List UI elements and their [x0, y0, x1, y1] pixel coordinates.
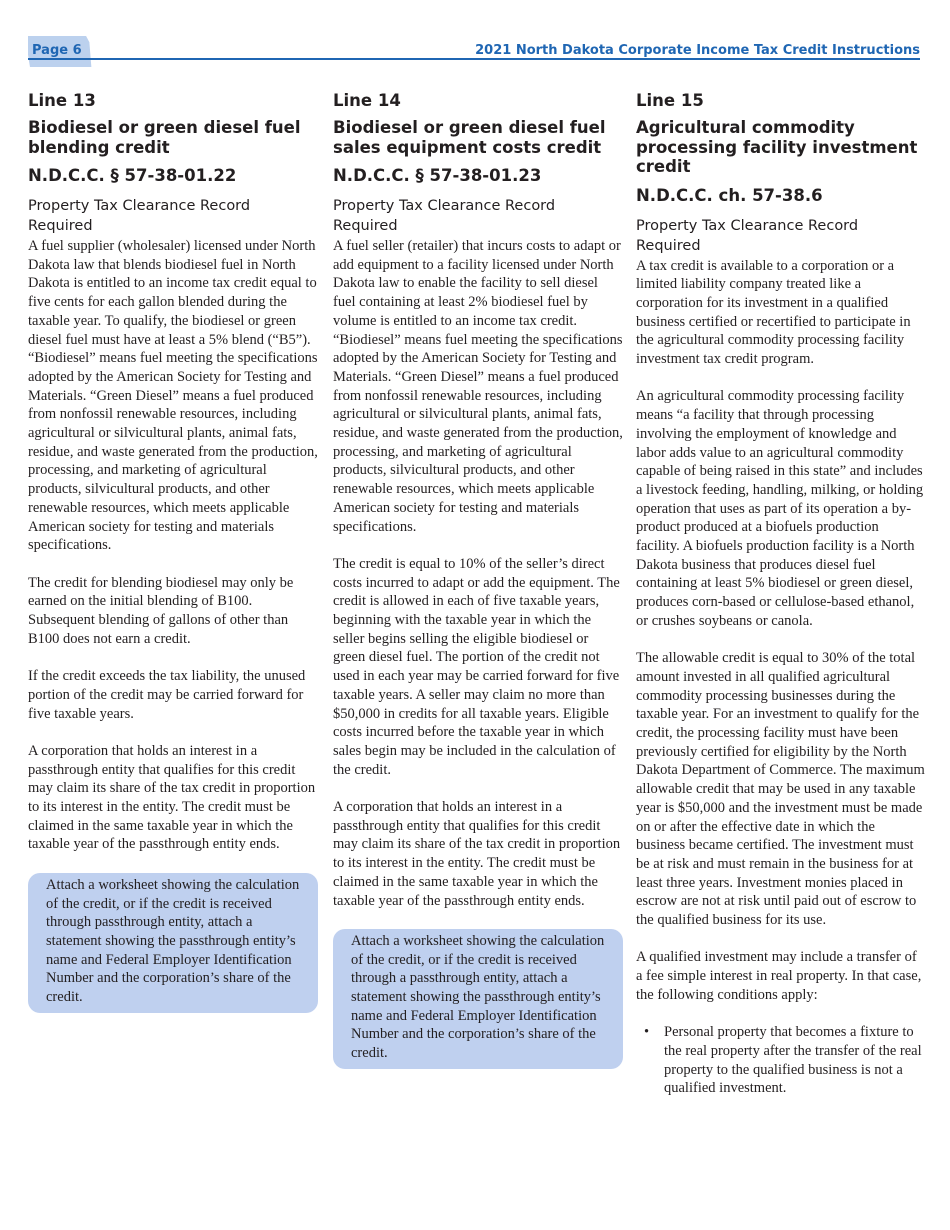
page-header — [28, 36, 920, 66]
requirement-note: Property Tax Clearance Record Required — [28, 198, 251, 234]
paragraph: A qualified investment may include a transfer of a fee simple interest in real property. In that case, the following conditions apply: — [636, 949, 922, 1003]
bullet-list — [636, 1023, 926, 1098]
requirement-note: Property Tax Clearance Record Required — [636, 217, 859, 254]
credit-title: Biodiesel or green diesel fuel sales equipment costs credit — [333, 118, 606, 157]
bullet-dot-icon: • — [644, 1024, 650, 1041]
paragraph: A tax credit is available to a corporation or a limited liability company treated like a corporation for its investment in a qualified business certified or recertified to participate in the agricultural commodity processing facility investment tax credit program. — [636, 257, 911, 368]
document-title: 2021 North Dakota Corporate Income Tax Credit Instructions — [475, 43, 920, 58]
paragraph: The credit is equal to 10% of the seller’s direct costs incurred to adapt or add the equipment. The credit is allowed in each of five taxable years, beginning with the taxable year in which the seller begins selling the eligible biodiesel or green diesel fuel. The portion of the credit not used in each year may be carried forward for five taxable years. A seller may claim no more than $50,000 in credits for all taxable years. Eligible costs incurred before the taxable year in which sales begin may be included in the calculation of the credit. — [333, 555, 620, 778]
bullet-text: Personal property that becomes a fixture to the real property after the transfer of the real property to the qualified business is not a qualified investment. — [664, 1024, 922, 1097]
credit-title: Agricultural commodity processing facility investment credit — [636, 118, 918, 176]
paragraph: The allowable credit is equal to 30% of the total amount invested in all qualified agricultural commodity processing businesses during the taxable year. For an investment to qualify for the credit, the processing facility must have been previously certified for eligibility by the North Dakota Department of Commerce. The maximum allowable credit that may be used in any taxable year is $50,000 and the investment must be made on or after the effective date in which the business became certified. The investment must be at risk and must remain in the business for at least three years. Investment monies placed in escrow are not at risk until paid out of escrow to the qualified business for its use. — [636, 650, 925, 929]
statute-reference: N.D.C.C. § 57-38-01.22 — [28, 166, 237, 185]
header-rule — [28, 58, 920, 60]
bullet-item — [636, 1023, 926, 1098]
page-number: Page 6 — [32, 43, 82, 58]
paragraph: The credit for blending biodiesel may only be earned on the initial blending of B100. Subsequent blending of gallons of other than B100 does not earn a credit. — [28, 574, 294, 647]
attachment-note: Attach a worksheet showing the calculation of the credit, or if the credit is received through passthrough entity, attach a statement showing the passthrough entity’s name and Federal Employer Identification Number and the corporation’s share of the credit. — [28, 873, 318, 1013]
column-line-15 — [636, 88, 926, 1098]
statute-reference: N.D.C.C. ch. 57-38.6 — [636, 185, 823, 205]
paragraph: A corporation that holds an interest in a passthrough entity that qualifies for this credit may claim its share of the tax credit in proportion to its interest in the entity. The credit must be claimed in the same taxable year in which the taxable year of the passthrough entity ends. — [28, 742, 316, 853]
paragraph: A corporation that holds an interest in a passthrough entity that qualifies for this credit may claim its share of the tax credit in proportion to its interest in the entity. The credit must be claimed in the same taxable year in which the taxable year of the passthrough entity ends. — [333, 799, 621, 909]
paragraph: A fuel supplier (wholesaler) licensed under North Dakota law that blends biodiesel fuel in North Dakota is entitled to an income tax credit equal to five cents for each gallon blended during the taxable year. To qualify, the biodiesel or green diesel fuel must have at least a 5% blend (“B5”). “Biodiesel” means fuel meeting the specifications adopted by the American Society for Testing and Materials. “Green Diesel” means a fuel produced from nonfossil renewable resources, including agricultural or silvicultural plants, animal fats, residue, and waste generated from the production, processing, and marketing of agricultural products, silvicultural products, and other renewable resources, which meets applicable American society for testing and materials specifications. — [28, 238, 318, 554]
column-line-14 — [333, 88, 623, 1069]
paragraph: An agricultural commodity processing facility means “a facility that through processing involving the employment of knowledge and labor adds value to an agricultural commodity capable of being raised in this state” and includes a livestock feeding, handling, milking, or holding operation that uses as part of its operation a by-product produced at a biofuels production facility. A biofuels production facility is a North Dakota business that produces diesel fuel containing at least 5% biodiesel or green diesel, produces corn-based or cellulose-based ethanol, or crushes soybeans or canola. — [636, 388, 924, 629]
paragraph: A fuel seller (retailer) that incurs costs to adapt or add equipment to a facility licensed under North Dakota law to enable the facility to sell diesel fuel containing at least 2% biodiesel fuel by volume is entitled to an income tax credit. “Biodiesel” means fuel meeting the specifications adopted by the American Society for Testing and Materials. “Green Diesel” means a fuel produced from nonfossil renewable resources, including agricultural or silvicultural plants, animal fats, residue, and waste generated from the production, processing, and marketing of agricultural products, silvicultural products, and other renewable resources, which meets applicable American society for testing and materials specifications. — [333, 238, 623, 535]
line-number: Line 13 — [28, 91, 96, 110]
paragraph: If the credit exceeds the tax liability, the unused portion of the credit may be carried forward for five taxable years. — [28, 668, 306, 722]
requirement-note: Property Tax Clearance Record Required — [333, 198, 556, 234]
statute-reference: N.D.C.C. § 57-38-01.23 — [333, 166, 542, 185]
attachment-note: Attach a worksheet showing the calculation of the credit, or if the credit is received through a passthrough entity, attach a statement showing the passthrough entity’s name and Federal Employer Identification Number and the corporation’s share of the credit. — [333, 929, 623, 1069]
line-number: Line 14 — [333, 91, 401, 110]
column-line-13 — [28, 88, 318, 1013]
credit-title: Biodiesel or green diesel fuel blending credit — [28, 118, 301, 157]
line-number: Line 15 — [636, 91, 704, 110]
